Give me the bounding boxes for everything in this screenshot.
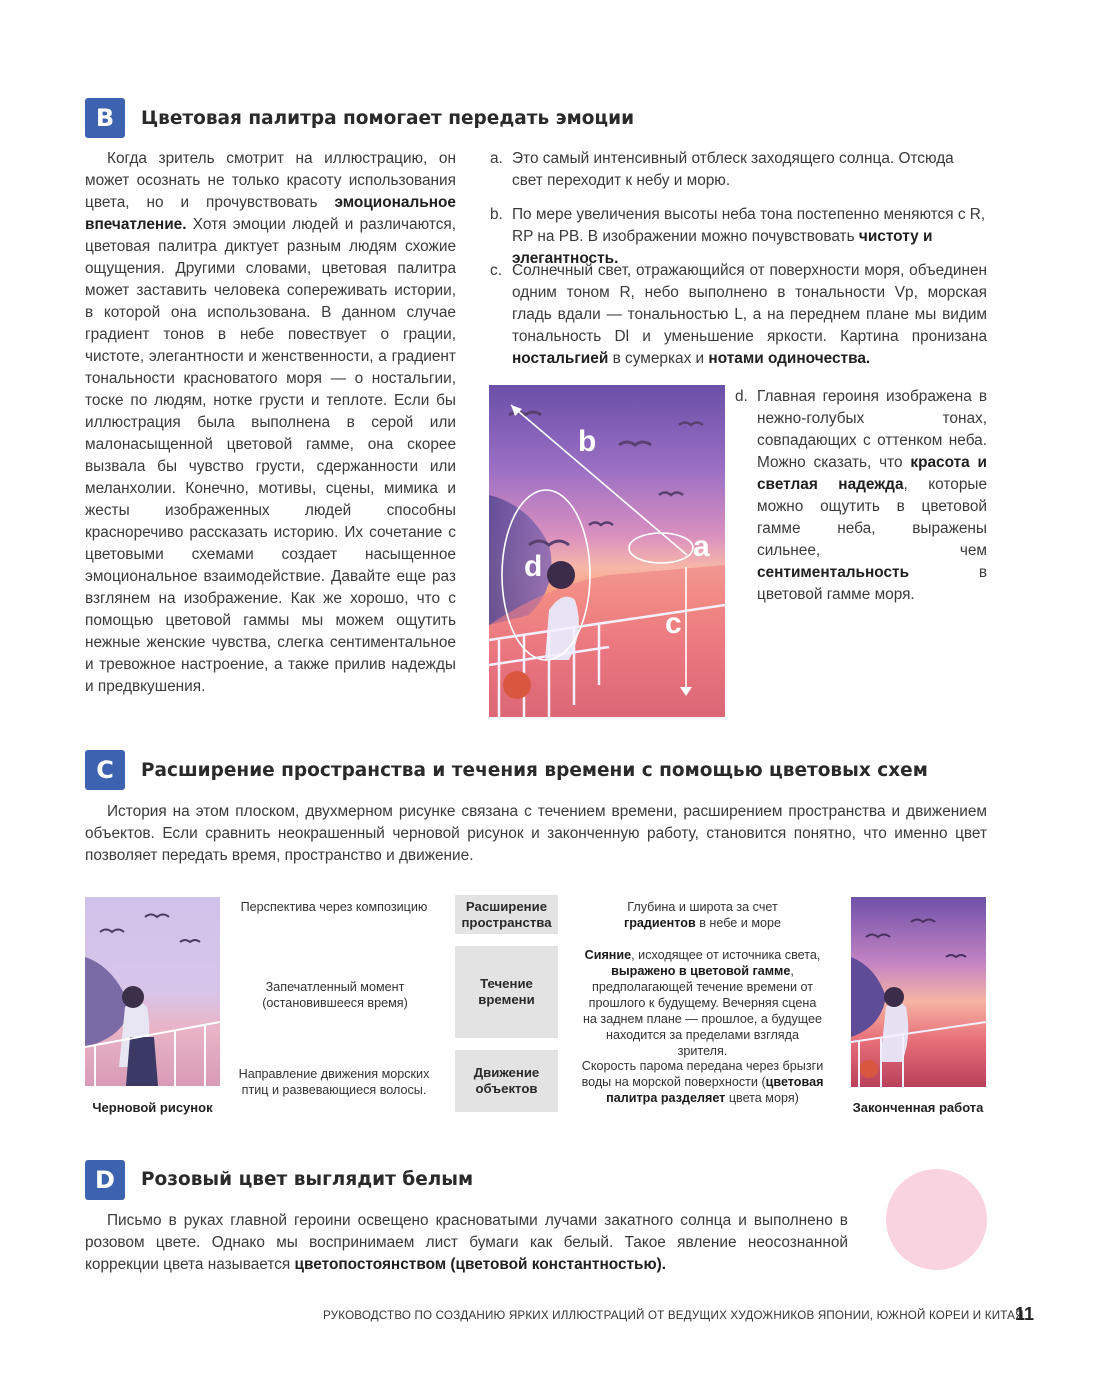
list-text: Главная героиня изображена в нежно-голубых тонах, совпадающих с оттенком неба. Можно сказать, что xyxy=(757,388,987,471)
caption-finished: Законченная работа xyxy=(852,1100,984,1115)
pink-swatch xyxy=(886,1169,987,1270)
list-item-a xyxy=(490,148,987,198)
section-c-intro: История на этом плоском, двухмерном рисунке связана с течением времени, расширением пространства и движением объектов. Если сравнить неокрашенный черновой рисунок и законченную работу, становится понятно, что именно цвет позволяет передать время, пространство и движение. xyxy=(85,803,987,864)
body-text-2: Хотя эмоции людей и различаются, цветовая палитра диктует разным людям схожие ощущения. Другими словами, цветовая палитра может заставить человека сопереживать истории, в которой она использована. В данном случае градиент тонов в небе повествует о грации, чистоте, элегантности и женственности, а градиент тональности красноватого моря — о ностальгии, тоске по людям, нотке грусти и теплоте. Если бы иллюстрация была выполнена в серой или малонасыщенной цветовой гамме, она скорее вызвала бы чувство грусти, сдержанности или меланхолии. Конечно, мотивы, сцены, мимика и жесты изображенных людей способны красноречиво рассказать историю. Их сочетание с цветовыми схемами создает насыщенное эмоциональное взаимодействие. Давайте еще раз взглянем на изображение. Как же хорошо, что с помощью цветовой гаммы мы можем ощутить нежные женские чувства, слегка сентиментальное и тревожное настроение, а также прилив надежды и предвкушения. xyxy=(85,216,456,695)
list-bold-2: нотами одиночества. xyxy=(708,350,871,367)
page-number: 11 xyxy=(1015,1304,1035,1324)
finished-image xyxy=(851,897,986,1087)
note-bold: градиентов xyxy=(623,916,696,930)
list-mark: d. xyxy=(735,388,748,405)
section-d-badge: D xyxy=(85,1160,125,1200)
caption-sketch: Черновой рисунок xyxy=(92,1100,213,1115)
section-c-title: Расширение пространства и течения времени с помощью цветовых схем xyxy=(141,760,928,781)
list-bold-2: сентиментальность xyxy=(757,564,910,581)
section-b-body xyxy=(85,148,456,698)
list-bold: чистоту и элегантность. xyxy=(512,228,933,267)
note-text: Скорость парома передана через брызги воды на морской поверхности ( xyxy=(581,1059,824,1089)
list-bold: ностальгией xyxy=(512,350,609,367)
note-bold: цветовая палитра разделяет xyxy=(606,1075,824,1105)
note-motion-direction: Направление движения морских птиц и развевающиеся волосы. xyxy=(238,1067,430,1097)
section-b-title: Цветовая палитра помогает передать эмоции xyxy=(141,108,635,129)
list-mark: a. xyxy=(490,150,503,167)
note-text: Глубина и широта за счет xyxy=(627,900,778,914)
note-gradients xyxy=(600,899,805,931)
list-item-d xyxy=(735,386,987,603)
body-bold: цветопостоянством (цветовой константностью). xyxy=(294,1256,667,1273)
note-bold: Сияние xyxy=(584,948,632,962)
sketch-image xyxy=(85,897,220,1086)
list-item-b xyxy=(490,204,987,267)
body-bold-1: эмоциональное впечатление. xyxy=(85,194,456,233)
label-a: a xyxy=(693,530,710,563)
box-space-expansion: Расширение пространства xyxy=(455,895,558,934)
list-text-2: , которые можно ощутить в цветовой гамме неба, выражены сильнее, чем xyxy=(757,476,987,559)
sketch-art xyxy=(85,897,220,1086)
note-text-2: в небе и море xyxy=(695,916,782,930)
list-text: Солнечный свет, отражающийся от поверхности моря, объединен одним тоном R, небо выполнено в тональности Vp, морская гладь вдали — тональностью L, а на переднем плане мы видим тональность Dl и уменьшение яркости. Картина пронизана xyxy=(512,262,987,345)
section-d-title: Розовый цвет выглядит белым xyxy=(141,1169,474,1190)
list-text: По мере увеличения высоты неба тона постепенно меняются с R, RP на PB. В изображении можно почувствовать xyxy=(512,206,986,245)
label-d: d xyxy=(524,550,543,583)
note-glow xyxy=(580,947,825,1059)
box-object-motion: Движение объектов xyxy=(455,1050,558,1112)
body-text: Письмо в руках главной героини освещено красноватыми лучами закатного солнца и выполнено в розовом цвете. Однако мы воспринимаем лист бумаги как белый. Такое явление неосознанной коррекции цвета называется xyxy=(85,1212,848,1273)
list-text: Это самый интенсивный отблеск заходящего солнца. Отсюда свет переходит к небу и морю. xyxy=(512,150,954,189)
list-mark: c. xyxy=(490,262,502,279)
illustration-sunset-ferry xyxy=(489,385,725,717)
section-b-badge: B xyxy=(85,98,125,138)
finished-art xyxy=(851,897,986,1087)
note-text: , исходящее от источника света, xyxy=(631,948,821,962)
label-b: b xyxy=(578,425,597,458)
list-text-2: в сумерках и xyxy=(608,350,709,367)
section-d-body xyxy=(85,1210,848,1276)
note-perspective: Перспектива через композицию xyxy=(240,900,428,914)
label-c: c xyxy=(665,607,682,640)
note-bold-2: выражено в цветовой гамме xyxy=(611,964,791,978)
box-time-flow: Течение времени xyxy=(455,946,558,1038)
list-item-c xyxy=(490,260,987,370)
note-frozen-moment: Запечатленный момент (остановившееся время) xyxy=(262,980,408,1010)
list-text-3: в цветовой гамме моря. xyxy=(757,564,987,603)
section-c-badge: C xyxy=(85,750,125,790)
list-mark: b. xyxy=(490,206,503,223)
footer-title: РУКОВОДСТВО ПО СОЗДАНИЮ ЯРКИХ ИЛЛЮСТРАЦИЙ ОТ ВЕДУЩИХ ХУДОЖНИКОВ ЯПОНИИ, ЮЖНОЙ КОРЕИ И КИТАЯ xyxy=(323,1309,1024,1322)
body-text-1: Когда зритель смотрит на иллюстрацию, он может осознать не только красоту использования цвета, но и прочувствовать xyxy=(85,150,456,211)
note-ferry-speed xyxy=(580,1058,825,1106)
list-bold: красота и светлая надежда xyxy=(757,454,987,493)
note-text-2: цвета моря) xyxy=(725,1091,799,1105)
note-text-2: , предполагающей течение времени от прошлого к будущему. Вечерняя сцена на заднем плане — прошлое, а будущее находится за пределами взгляда зрителя. xyxy=(582,964,823,1058)
